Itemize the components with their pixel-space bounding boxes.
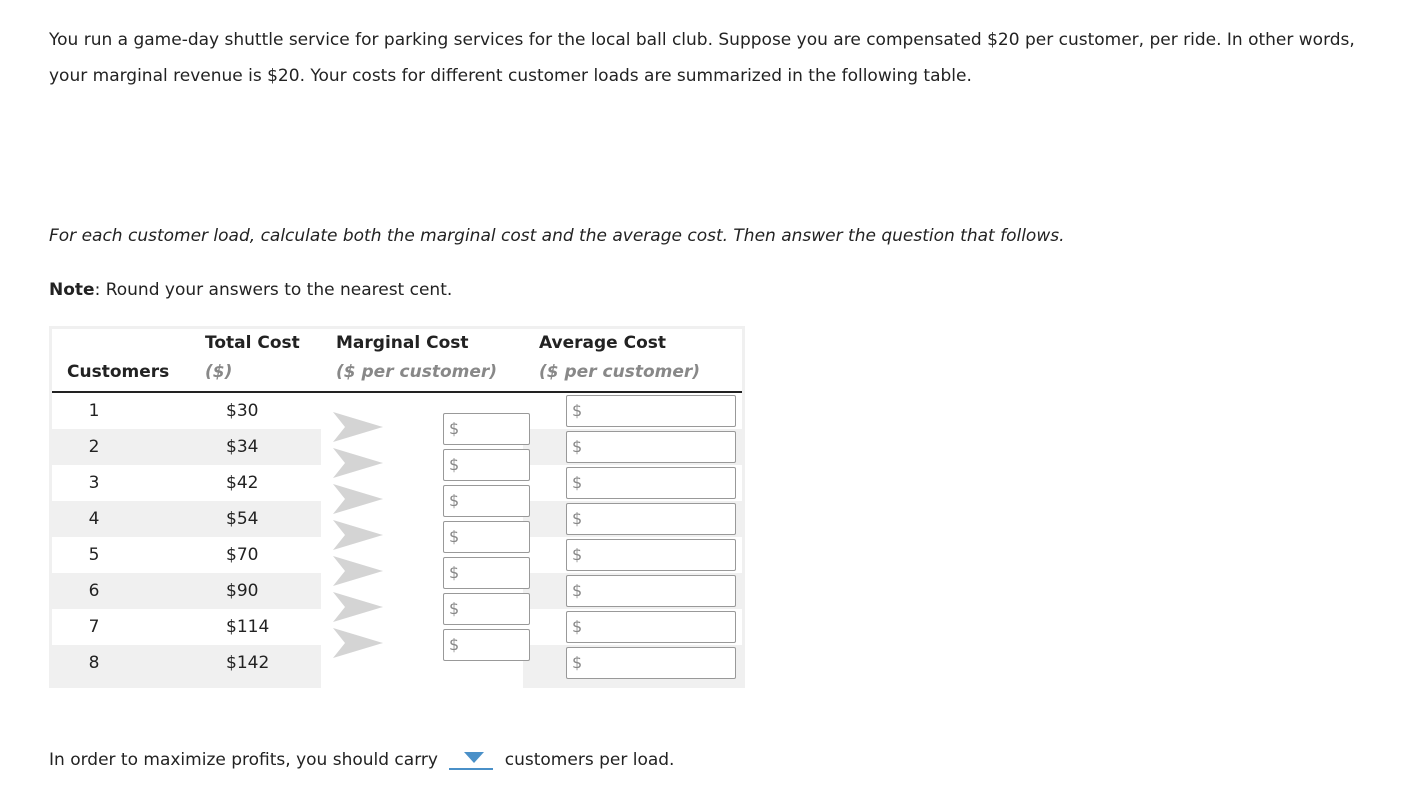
total-cost-cell: $90 [226, 581, 259, 601]
marginal-cost-input[interactable] [464, 525, 527, 551]
marginal-cost-field[interactable] [443, 413, 530, 445]
profit-question [49, 748, 674, 772]
dollar-sign: $ [449, 599, 460, 618]
dollar-sign: $ [449, 455, 460, 474]
marginal-cost-field[interactable] [443, 629, 530, 661]
marginal-cost-input[interactable] [464, 561, 527, 587]
total-cost-cell: $34 [226, 437, 259, 457]
customers-cell: 2 [88, 437, 100, 457]
chevron-right-icon [333, 412, 383, 442]
customers-cell: 5 [88, 545, 100, 565]
marginal-cost-input[interactable] [464, 489, 527, 515]
question-after-text: customers per load. [504, 750, 675, 770]
dollar-sign: $ [449, 563, 460, 582]
dollar-sign: $ [572, 545, 583, 564]
header-marginal-cost: Marginal Cost [336, 333, 469, 353]
average-cost-input[interactable] [587, 435, 733, 461]
dollar-sign: $ [449, 635, 460, 654]
average-cost-input[interactable] [587, 543, 733, 569]
dollar-sign: $ [572, 473, 583, 492]
average-cost-field[interactable] [566, 611, 736, 643]
total-cost-cell: $70 [226, 545, 259, 565]
customers-cell: 3 [88, 473, 100, 493]
header-customers: Customers [67, 362, 170, 382]
note-text [49, 280, 452, 300]
average-cost-input[interactable] [587, 579, 733, 605]
marginal-cost-field[interactable] [443, 557, 530, 589]
header-marginal-cost-unit: ($ per customer) [336, 362, 498, 382]
marginal-cost-column [321, 393, 523, 689]
question-before-text: In order to maximize profits, you should carry [49, 750, 438, 770]
dollar-sign: $ [449, 419, 460, 438]
customers-cell: 1 [88, 401, 100, 421]
total-cost-cell: $42 [226, 473, 259, 493]
note-label: Note [49, 280, 95, 300]
customers-cell: 8 [88, 653, 100, 673]
total-cost-cell: $30 [226, 401, 259, 421]
total-cost-cell: $142 [226, 653, 270, 673]
intro-paragraph: You run a game-day shuttle service for parking services for the local ball club. Suppose you are compensated $20 per customer, per ride. In other words, your marginal revenue is $20. Your costs for different customer loads are summarized in the following table. [49, 30, 1355, 86]
note-body: : Round your answers to the nearest cent. [94, 280, 453, 300]
chevron-right-icon [333, 520, 383, 550]
header-total-cost-unit: ($) [205, 362, 233, 382]
dollar-sign: $ [572, 617, 583, 636]
average-cost-field[interactable] [566, 647, 736, 679]
average-cost-input[interactable] [587, 651, 733, 677]
marginal-cost-field[interactable] [443, 521, 530, 553]
chevron-right-icon [333, 484, 383, 514]
table-header [52, 329, 742, 393]
cost-table [49, 326, 745, 688]
header-average-cost-unit: ($ per customer) [539, 362, 701, 382]
instruction-text: For each customer load, calculate both the marginal cost and the average cost. Then answer the question that follows. [49, 226, 1065, 246]
dollar-sign: $ [572, 653, 583, 672]
marginal-cost-field[interactable] [443, 449, 530, 481]
average-cost-input[interactable] [587, 399, 733, 425]
dollar-sign: $ [449, 491, 460, 510]
average-cost-field[interactable] [566, 575, 736, 607]
header-total-cost: Total Cost [205, 333, 300, 353]
chevron-right-icon [333, 556, 383, 586]
caret-down-icon [464, 752, 484, 763]
header-average-cost: Average Cost [539, 333, 667, 353]
customers-cell: 6 [88, 581, 100, 601]
chevron-right-icon [333, 628, 383, 658]
marginal-cost-input[interactable] [464, 633, 527, 659]
average-cost-input[interactable] [587, 471, 733, 497]
marginal-cost-input[interactable] [464, 417, 527, 443]
marginal-cost-field[interactable] [443, 593, 530, 625]
chevron-right-icon [333, 448, 383, 478]
customers-dropdown[interactable] [449, 746, 493, 770]
average-cost-field[interactable] [566, 431, 736, 463]
marginal-cost-input[interactable] [464, 453, 527, 479]
average-cost-field[interactable] [566, 503, 736, 535]
dollar-sign: $ [572, 509, 583, 528]
marginal-cost-input[interactable] [464, 597, 527, 623]
dollar-sign: $ [572, 581, 583, 600]
chevron-right-icon [333, 592, 383, 622]
average-cost-input[interactable] [587, 507, 733, 533]
average-cost-field[interactable] [566, 539, 736, 571]
customers-cell: 7 [88, 617, 100, 637]
dollar-sign: $ [572, 401, 583, 420]
total-cost-cell: $114 [226, 617, 270, 637]
customers-cell: 4 [88, 509, 100, 529]
total-cost-cell: $54 [226, 509, 259, 529]
dollar-sign: $ [572, 437, 583, 456]
average-cost-column [524, 393, 742, 689]
dollar-sign: $ [449, 527, 460, 546]
average-cost-field[interactable] [566, 467, 736, 499]
average-cost-field[interactable] [566, 395, 736, 427]
average-cost-input[interactable] [587, 615, 733, 641]
marginal-cost-field[interactable] [443, 485, 530, 517]
